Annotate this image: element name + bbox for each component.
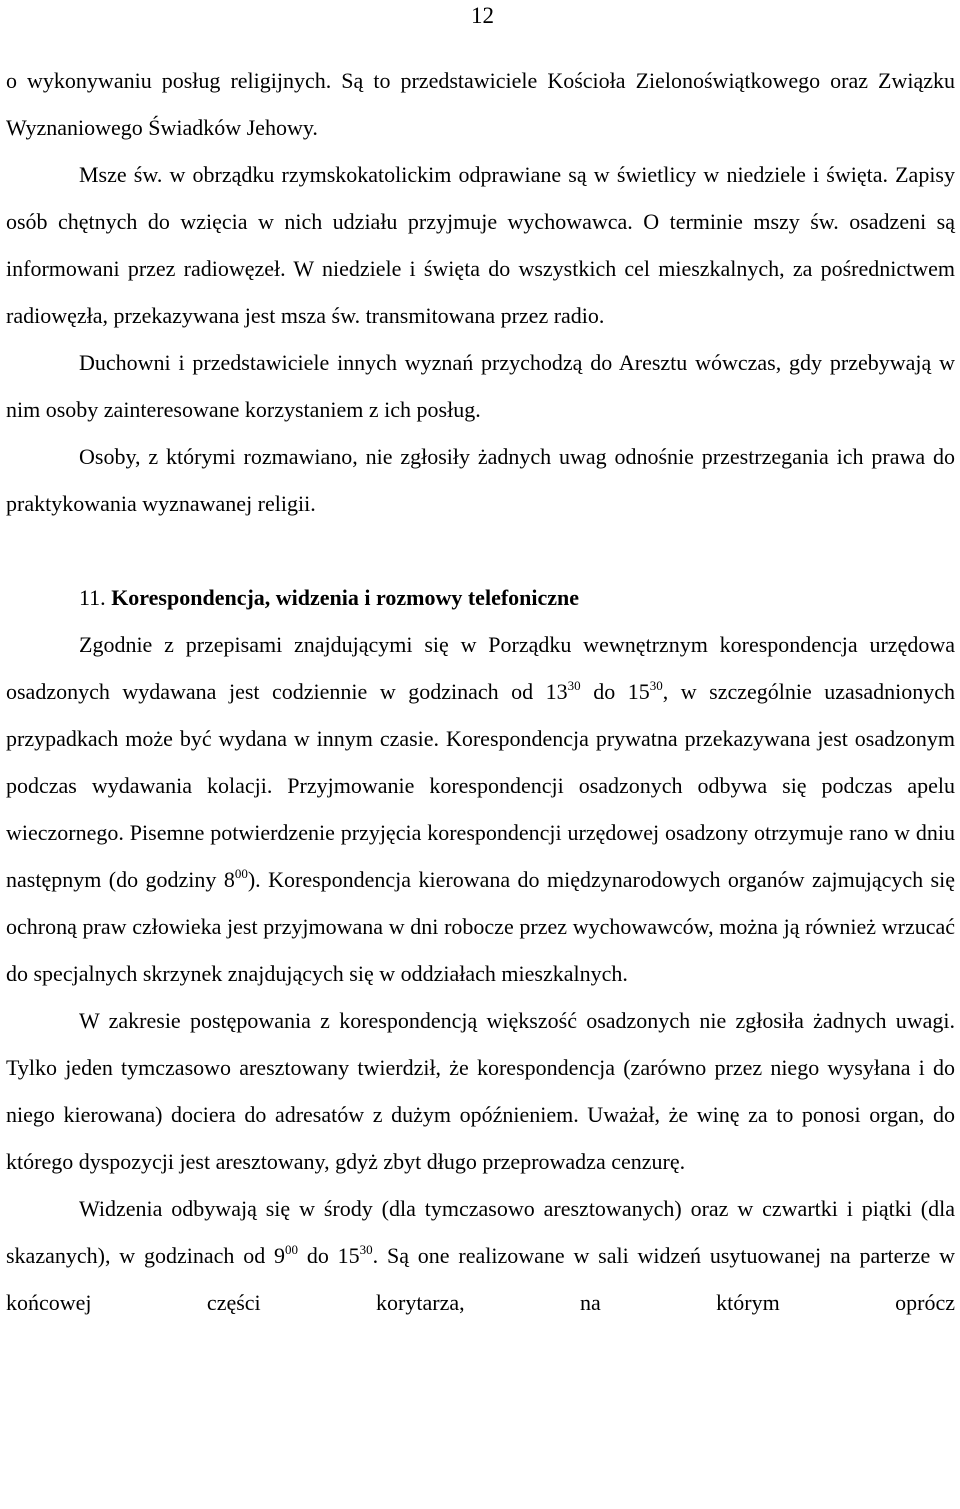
paragraph-7-part-b: do 15 [298, 1243, 360, 1268]
document-body [6, 57, 955, 1326]
paragraph-4: Osoby, z którymi rozmawiano, nie zgłosiły żadnych uwag odnośnie przestrzegania ich prawa do praktykowania wyznawanej religii. [6, 444, 955, 516]
paragraph-6: W zakresie postępowania z korespondencją większość osadzonych nie zgłosiła żadnych uwagi. Tylko jeden tymczasowo aresztowany twierdził, że korespondencja (zarówno przez niego wysyłana i do niego kierowana) dociera do adresatów z dużym opóźnieniem. Uważał, że winę za to ponosi organ, do którego dyspozycji jest aresztowany, gdyż zbyt długo przeprowadza cenzurę. [6, 1008, 955, 1174]
time-superscript: 30 [359, 1242, 373, 1257]
time-superscript: 30 [567, 678, 581, 693]
time-superscript: 00 [234, 866, 248, 881]
time-superscript: 30 [649, 678, 663, 693]
paragraph-7 [6, 1185, 955, 1326]
time-superscript: 00 [285, 1242, 299, 1257]
paragraph-1: o wykonywaniu posług religijnych. Są to przedstawiciele Kościoła Zielonoświątkowego oraz Związku Wyznaniowego Świadków Jehowy. [6, 68, 955, 140]
paragraph-5-part-a: Zgodnie z przepisami znajdującymi się w Porządku wewnętrznym korespondencja urzędowa osadzonych wydawana jest codziennie w godzinach od 13 [6, 632, 955, 704]
paragraph-3: Duchowni i przedstawiciele innych wyznań przychodzą do Aresztu wówczas, gdy przebywają w nim osoby zainteresowane korzystaniem z ich posług. [6, 350, 955, 422]
paragraph-2: Msze św. w obrządku rzymskokatolickim odprawiane są w świetlicy w niedziele i święta. Zapisy osób chętnych do wzięcia w nich udziału przyjmuje wychowawca. O terminie mszy św. osadzeni są informowani przez radiowęzeł. W niedziele i święta do wszystkich cel mieszkalnych, za pośrednictwem radiowęzła, przekazywana jest msza św. transmitowana przez radio. [6, 162, 955, 328]
paragraph-5-part-c: , w szczególnie uzasadnionych przypadkach może być wydana w innym czasie. Korespondencja prywatna przekazywana jest osadzonym podczas wydawania kolacji. Przyjmowanie korespondencji osadzonych odbywa się podczas apelu wieczornego. Pisemne potwierdzenie przyjęcia korespondencji urzędowej osadzony otrzymuje rano w dniu następnym (do godziny 8 [6, 679, 955, 892]
paragraph-5 [6, 621, 955, 997]
page-number: 12 [471, 3, 494, 28]
section-title: Korespondencja, widzenia i rozmowy telefoniczne [111, 585, 580, 610]
section-number: 11. [79, 585, 106, 610]
paragraph-7-part-a: Widzenia odbywają się w środy (dla tymczasowo aresztowanych) oraz w czwartki i piątki (dla skazanych), w godzinach od 9 [6, 1196, 955, 1268]
paragraph-5-part-b: do 15 [580, 679, 650, 704]
section-heading [6, 574, 955, 621]
paragraph-5-part-d: ). Korespondencja kierowana do międzynarodowych organów zajmujących się ochroną praw człowieka jest przyjmowana w dni robocze przez wychowawców, można ją również wrzucać do specjalnych skrzynek znajdujących się w oddziałach mieszkalnych. [6, 867, 955, 986]
paragraph-7-part-c: . Są one realizowane w sali widzeń usytuowanej na parterze w końcowej części korytarza, na którym oprócz [6, 1243, 955, 1315]
